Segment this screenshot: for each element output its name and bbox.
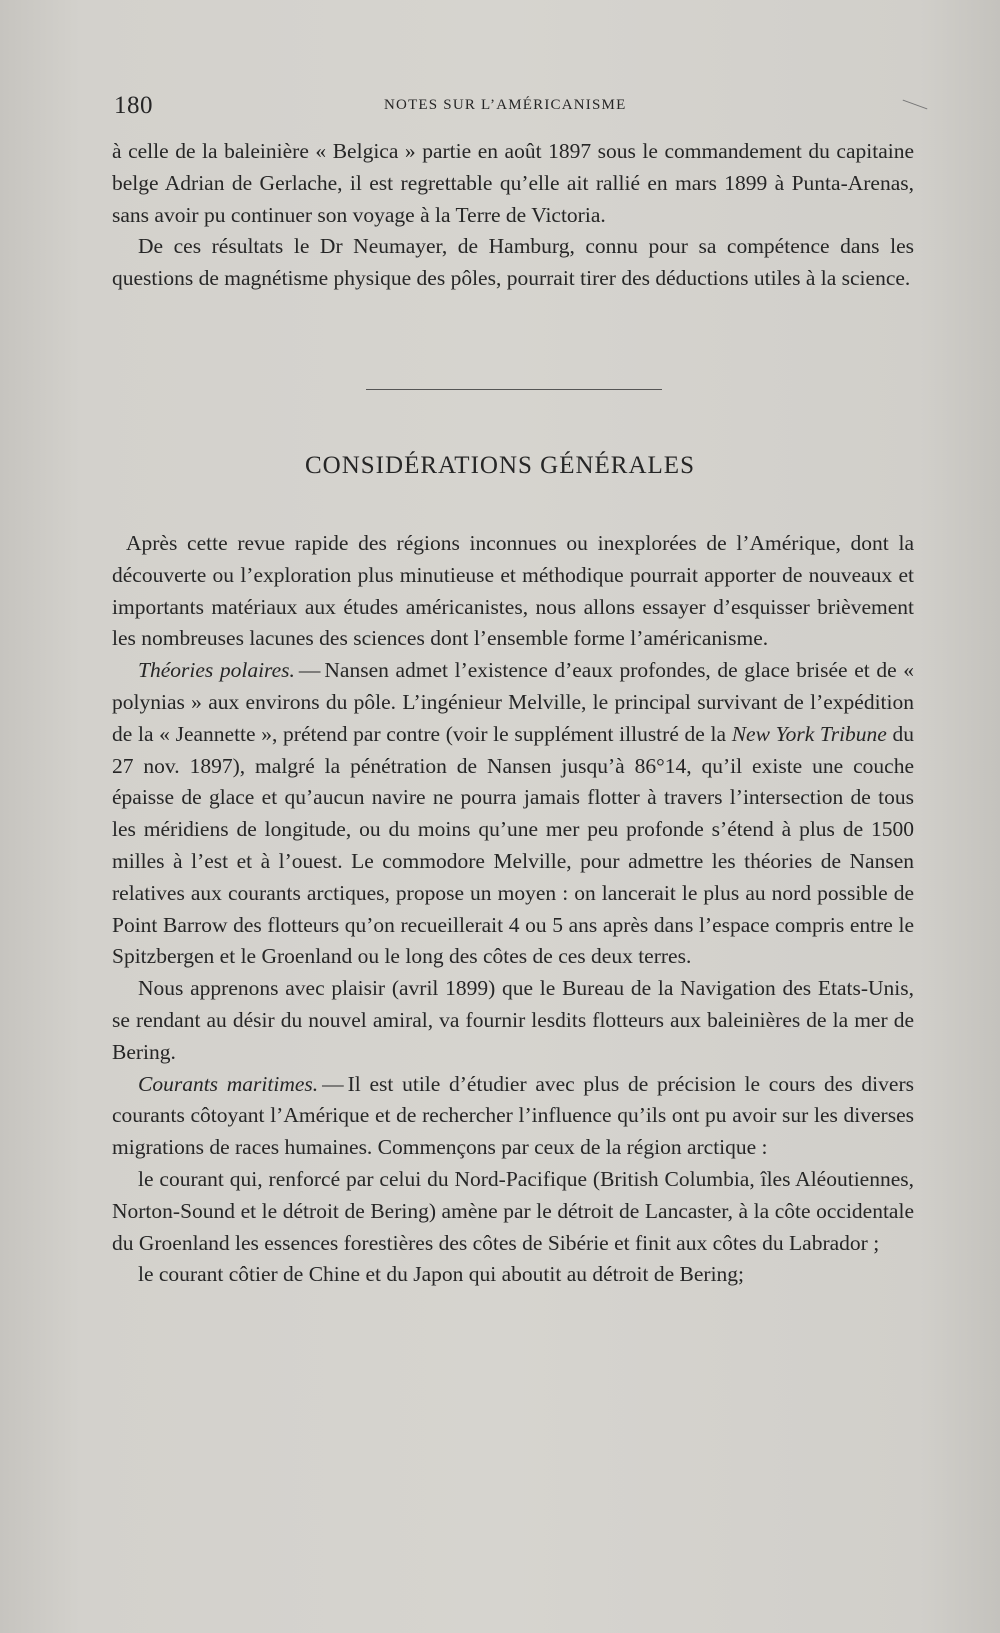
section-title: CONSIDÉRATIONS GÉNÉRALES [305, 452, 695, 479]
intro-paragraph-1: à celle de la baleinière « Belgica » partie en août 1897 sous le commandement du capitaine belge Adrian de Gerlache, il est regrettable qu’elle ait rallié en mars 1899 à Punta-Arenas, sans avoir pu continuer son voyage à la Terre de Victoria. [112, 139, 914, 227]
paragraph-bureau-navigation: Nous apprenons avec plaisir (avril 1899) que le Bureau de la Navigation des Etats-Unis, se rendant au désir du nouvel amiral, va fournir lesdits flotteurs aux baleinières de la mer de Bering. [112, 976, 914, 1064]
newspaper-title: New York Tribune [731, 721, 887, 746]
paragraph-courants-maritimes [112, 1069, 914, 1164]
text-courants: Il est utile d’étudier avec plus de précision le cours des divers courants côtoyant l’Amérique et de rechercher l’influence qu’ils ont pu avoir sur les diverses migrations de races humaines. Commençons par ceux de la région arctique : [112, 1071, 914, 1160]
intro-text [112, 136, 914, 295]
page-header [114, 92, 914, 126]
intro-paragraph-2: De ces résultats le Dr Neumayer, de Hamburg, connu pour sa compétence dans les questions de magnétisme physique des pôles, pourrait tirer des déductions utiles à la science. [112, 234, 914, 291]
section-divider [366, 389, 662, 390]
main-text [112, 528, 914, 1291]
paragraph-revue: Après cette revue rapide des régions inconnues ou inexplorées de l’Amérique, dont la découverte ou l’exploration plus minutieuse et méthodique pourrait apporter de nouveaux et importants matériaux aux études américanistes, nous allons essayer d’esquisser brièvement les nombreuses lacunes des sciences dont l’ensemble forme l’américanisme. [112, 531, 914, 651]
heading-courants-maritimes: Courants maritimes. [138, 1071, 319, 1096]
text-theories-b: du 27 nov. 1897), malgré la pénétration de Nansen jusqu’à 86°14, qu’il existe une couche épaisse de glace et qu’aucun navire ne pourra jamais flotter à travers l’intersection de tous les méridiens de longitude, ou du moins qu’une mer peu profonde s’étend à plus de 1500 milles à l’est et à l’ouest. Le commodore Melville, pour admettre les théories de Nansen relatives aux courants arctiques, propose un moyen : on lancerait le plus au nord possible de Point Barrow des flotteurs qu’on recueillerait 4 ou 5 ans après dans l’espace compris entre le Spitzbergen et le Groenland ou le long des côtes de ces deux terres. [112, 721, 915, 969]
page-number: 180 [114, 92, 153, 119]
running-head: NOTES SUR L’AMÉRICANISME [384, 97, 627, 113]
em-dash: — [298, 658, 321, 683]
heading-theories-polaires: Théories polaires. [138, 658, 295, 683]
paragraph-courant-chine-japon: le courant côtier de Chine et du Japon qui aboutit au détroit de Bering; [138, 1262, 745, 1287]
text-theories-a: Nansen admet l’existence d’eaux profondes, de glace brisée et de « polynias » aux environs du pôle. L’ingénieur Melville, le principal survivant de l’expédition de la « Jeannette », prétend par contre (voir le supplément illustré de la [112, 658, 914, 746]
paragraph-courant-nord-pacifique: le courant qui, renforcé par celui du Nord-Pacifique (British Columbia, îles Aléoutiennes, Norton-Sound et le détroit de Bering) amène par le détroit de Lancaster, à la côte occidentale du Groenland les essences forestières des côtes de Sibérie et finit aux côtes du Labrador ; [112, 1166, 914, 1255]
paragraph-theories-polaires [112, 655, 914, 973]
em-dash: — [322, 1071, 344, 1096]
corner-mark [903, 100, 928, 110]
